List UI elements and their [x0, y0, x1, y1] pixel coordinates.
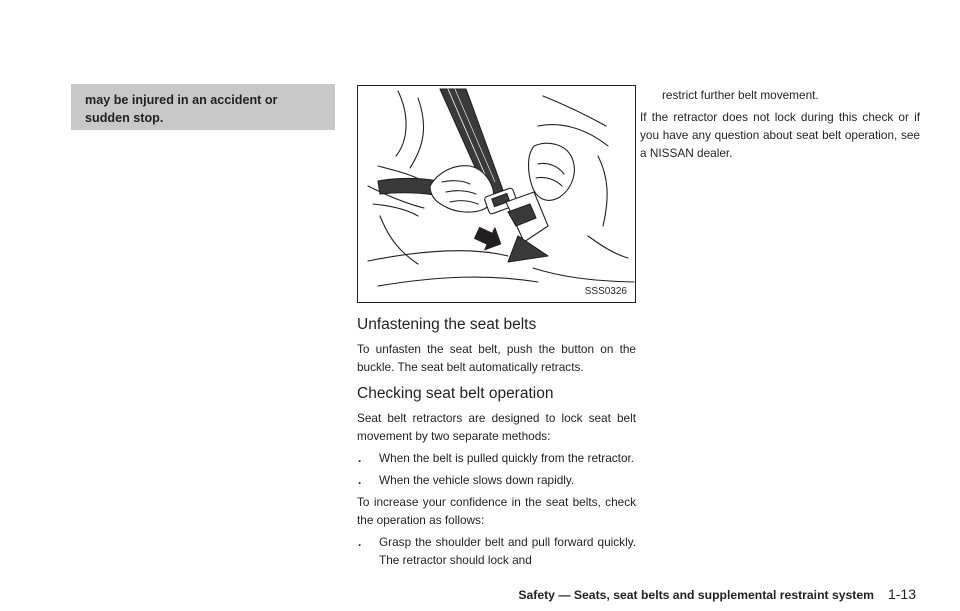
- dealer-text: If the retractor does not lock during this check or if you have any question about seat belt operation, see a NISSAN dealer.: [640, 110, 920, 160]
- heading-unfastening: Unfastening the seat belts: [357, 316, 537, 333]
- list-item: . When the belt is pulled quickly from the retractor.: [358, 451, 635, 465]
- column-right: [640, 86, 920, 162]
- warning-box: [71, 84, 335, 130]
- checking-intro: Seat belt retractors are designed to lock seat belt movement by two separate methods:: [357, 411, 636, 443]
- footer-title: Safety — Seats, seat belts and supplemental restraint system: [518, 588, 874, 602]
- figure-code: SSS0326: [584, 286, 627, 297]
- page-footer: [500, 586, 916, 606]
- step-continued: restrict further belt movement.: [662, 88, 819, 102]
- list-item: . Grasp the shoulder belt and pull forward quickly. The retractor should lock and: [358, 535, 636, 567]
- confidence-text: To increase your confidence in the seat belts, check the operation as follows:: [357, 495, 636, 527]
- list-item: . When the vehicle slows down rapidly.: [358, 473, 575, 487]
- column-middle: [357, 315, 636, 569]
- page-number: 1-13: [887, 586, 916, 602]
- bullet-icon: .: [358, 535, 362, 549]
- unfastening-body: To unfasten the seat belt, push the button on the buckle. The seat belt automatically retracts.: [357, 342, 636, 374]
- seat-belt-buckle-illustration: [358, 86, 635, 302]
- bullet-icon: .: [358, 451, 362, 465]
- heading-checking: Checking seat belt operation: [357, 385, 554, 402]
- warning-text: may be injured in an accident or sudden stop.: [85, 93, 278, 125]
- seat-belt-figure: [357, 85, 636, 303]
- bullet-icon: .: [358, 473, 362, 487]
